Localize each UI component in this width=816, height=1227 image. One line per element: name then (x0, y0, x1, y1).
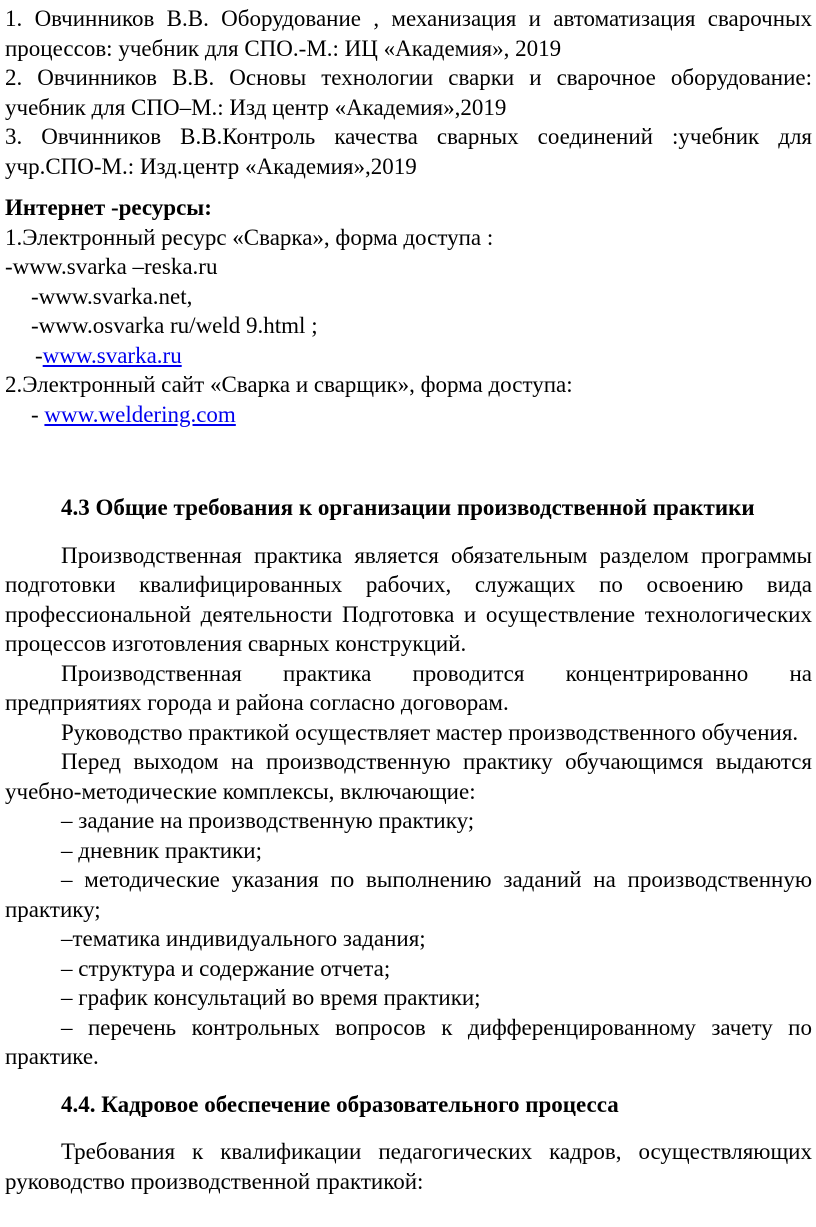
section-4-3-paragraph-4: Перед выходом на производственную практику обучающимся выдаются учебно-методические комплексы, включающие: (5, 749, 812, 804)
section-4-3 (5, 493, 812, 1072)
list-item: –тематика индивидуального задания; (61, 926, 426, 951)
svarka-link[interactable]: www.svarka.ru (42, 342, 182, 368)
reference-list (5, 0, 812, 181)
internet-item-1: 1.Электронный ресурс «Сварка», форма доступа : (5, 224, 494, 250)
resource-url-5-prefix: - (31, 401, 45, 427)
internet-resources-title: Интернет -ресурсы: (5, 195, 212, 220)
weldering-link[interactable]: www.weldering.com (44, 401, 236, 427)
section-4-4 (5, 1090, 812, 1197)
list-item: – структура и содержание отчета; (61, 955, 391, 981)
reference-item-2: 2. Овчинников В.В. Основы технологии сварки и сварочное оборудование: учебник для СПО–М.: Изд центр «Академия»,2019 (5, 65, 812, 120)
internet-resources (5, 193, 812, 429)
materials-list (5, 806, 812, 1072)
list-item: – дневник практики; (61, 837, 262, 863)
section-4-4-paragraph-1: Требования к квалификации педагогических кадров, осуществляющих руководство производственной практикой: (5, 1139, 812, 1194)
list-item: – задание на производственную практику; (61, 808, 475, 833)
resource-url-5-line (5, 400, 812, 430)
resource-url-2: -www.svarka.net, (31, 283, 193, 309)
resource-url-1: -www.svarka –reska.ru (5, 254, 218, 279)
section-4-3-paragraph-1: Производственная практика является обязательным разделом программы подготовки квалифицированных рабочих, служащих по освоению вида профессиональной деятельности Подготовка и осуществление технологических процессов изготовления сварных конструкций. (5, 542, 812, 656)
section-4-4-title: 4.4. Кадровое обеспечение образовательного процесса (61, 1091, 619, 1117)
section-4-3-title: 4.3 Общие требования к организации производственной практики (61, 495, 755, 520)
list-item: – перечень контрольных вопросов к дифференцированному зачету по практике. (5, 1014, 812, 1069)
section-4-3-paragraph-3: Руководство практикой осуществляет мастер производственного обучения. (61, 719, 799, 745)
resource-url-3: -www.osvarka ru/weld 9.html ; (31, 313, 318, 338)
internet-item-2: 2.Электронный сайт «Сварка и сварщик», форма доступа: (5, 372, 573, 397)
section-4-3-paragraph-2: Производственная практика проводится концентрированно на предприятиях города и района согласно договорам. (5, 660, 812, 715)
reference-item-3: 3. Овчинников В.В.Контроль качества сварных соединений :учебник для учр.СПО-М.: Изд.центр «Академия»,2019 (5, 124, 812, 179)
reference-item-1: 1. Овчинников В.В. Оборудование , механизация и автоматизация сварочных процессов: учебник для СПО.-М.: ИЦ «Академия», 2019 (5, 6, 812, 61)
list-item: – методические указания по выполнению заданий на производственную практику; (5, 867, 812, 922)
list-item: – график консультаций во время практики; (61, 985, 481, 1010)
resource-url-4-prefix: - (35, 342, 43, 368)
resource-url-4-line (5, 341, 812, 371)
